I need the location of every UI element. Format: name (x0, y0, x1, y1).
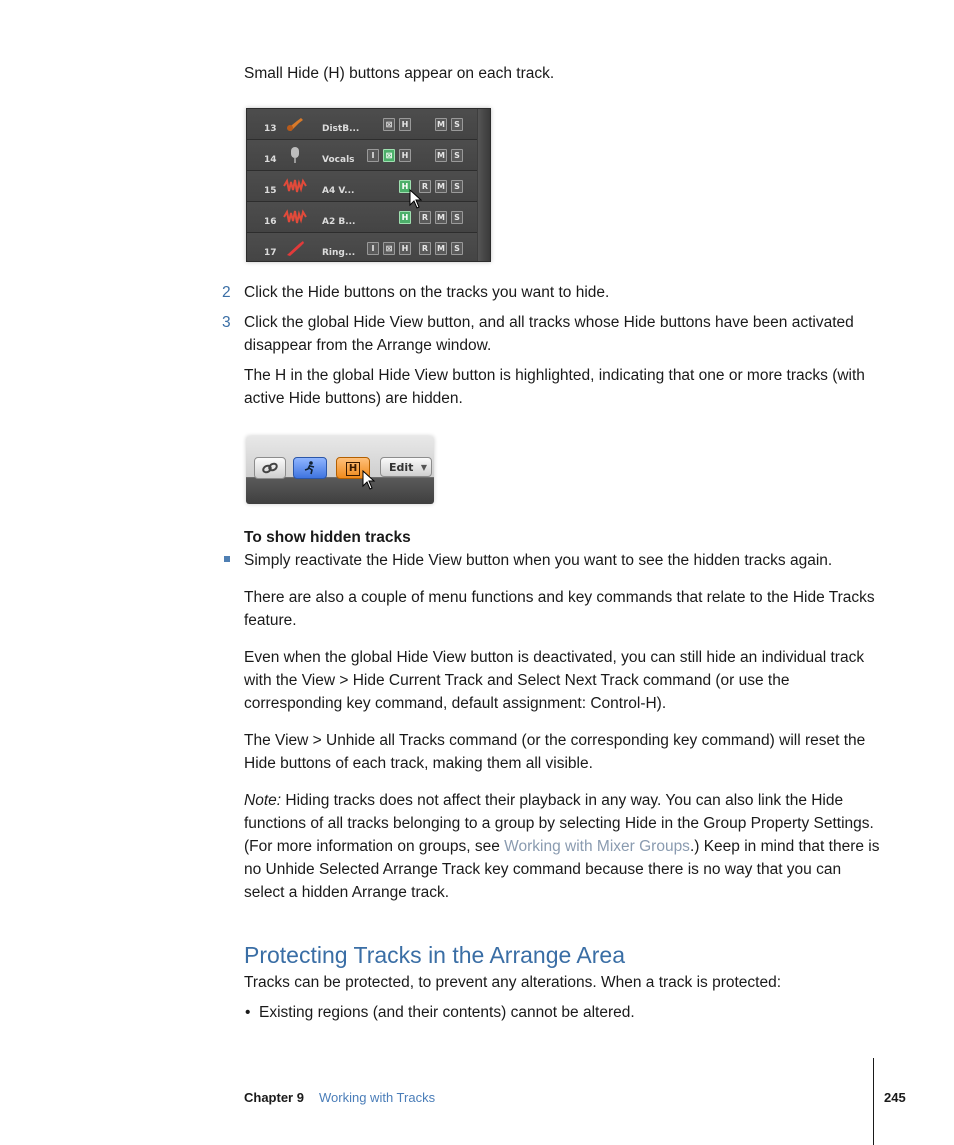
record-enable-button[interactable]: ⊠ (383, 149, 395, 162)
paragraph: There are also a couple of menu functions and key commands that relate to the Hide Tracks feature. (244, 589, 875, 629)
running-man-icon (303, 461, 317, 475)
track-number: 16 (264, 217, 277, 227)
catch-button[interactable] (293, 457, 327, 479)
footer-divider (873, 1058, 874, 1145)
waveform-icon (283, 177, 307, 195)
track-number: 13 (264, 124, 277, 134)
step-text: Click the global Hide View button, and all tracks whose Hide buttons have been activated disappear from the Arrange window. (244, 314, 854, 354)
track-row (247, 140, 477, 171)
track-name: DistB... (322, 124, 360, 134)
chevron-down-icon: ▼ (420, 463, 427, 472)
note-text: Hiding tracks does not affect their playback in any way. You can also link the Hide functions of all tracks belonging to a group by selecting Hide in the Group Property Settings. (For more information on groups, see (244, 792, 874, 855)
step-text: Click the Hide buttons on the tracks you want to hide. (244, 284, 610, 301)
task-heading: To show hidden tracks (244, 529, 411, 546)
mouse-pointer-icon (409, 189, 423, 209)
mute-button[interactable]: M (435, 242, 447, 255)
note-text: .) Keep in mind that there is no Unhide Selected Arrange Track key command because there is no way that you can select a hidden Arrange track. (244, 838, 880, 901)
square-bullet-icon (224, 556, 230, 562)
hide-button[interactable]: H (399, 242, 411, 255)
note-label: Note: (244, 792, 282, 809)
bullet-dot: • (245, 1004, 251, 1021)
intro-text: Small Hide (H) buttons appear on each track. (244, 65, 555, 82)
bullet-text: Simply reactivate the Hide View button when you want to see the hidden tracks again. (244, 552, 833, 569)
input-button[interactable]: I (367, 149, 379, 162)
hide-button[interactable]: H (399, 149, 411, 162)
track-name: Vocals (322, 155, 355, 165)
hide-button-active[interactable]: H (399, 180, 411, 193)
edit-menu-label: Edit (389, 461, 414, 474)
solo-button[interactable]: S (451, 211, 463, 224)
waveform-icon (283, 208, 307, 226)
track-name: A4 V... (322, 186, 355, 196)
link-icon (261, 461, 279, 475)
input-button[interactable]: I (367, 242, 379, 255)
hide-view-label: H (346, 462, 360, 476)
section-bullet-text: Existing regions (and their contents) cannot be altered. (259, 1004, 635, 1021)
record-button[interactable]: R (419, 211, 431, 224)
toolbar-figure (246, 436, 434, 504)
mouse-pointer-icon (362, 470, 376, 490)
track-row (247, 202, 477, 233)
step-number: 3 (222, 314, 231, 331)
footer-chapter-title[interactable]: Working with Tracks (319, 1090, 436, 1105)
mute-button[interactable]: M (435, 118, 447, 131)
record-button[interactable]: R (419, 242, 431, 255)
step-number: 2 (222, 284, 231, 301)
track-row (247, 233, 477, 262)
mixer-groups-link[interactable]: Working with Mixer Groups (504, 838, 690, 855)
guitar-icon (283, 239, 307, 257)
page-number: 245 (884, 1090, 906, 1105)
track-list-figure (246, 108, 491, 262)
paragraph: Even when the global Hide View button is deactivated, you can still hide an individual track with the View > Hide Current Track and Select Next Track command (or use the corresponding key command, default assignment: Control-H). (244, 649, 865, 712)
footer-chapter: Chapter 9 (244, 1090, 304, 1105)
solo-button[interactable]: S (451, 118, 463, 131)
track-row (247, 171, 477, 202)
mute-button[interactable]: M (435, 180, 447, 193)
solo-button[interactable]: S (451, 180, 463, 193)
record-button[interactable]: R (419, 180, 431, 193)
microphone-icon (283, 146, 307, 164)
track-number: 15 (264, 186, 277, 196)
link-button[interactable] (254, 457, 286, 479)
paragraph: The H in the global Hide View button is highlighted, indicating that one or more tracks (with active Hide buttons) are hidden. (244, 367, 865, 407)
hide-button[interactable]: H (399, 118, 411, 131)
note-paragraph (244, 789, 884, 904)
guitar-icon (283, 115, 307, 133)
track-number: 14 (264, 155, 277, 165)
track-number: 17 (264, 248, 277, 258)
section-intro: Tracks can be protected, to prevent any alterations. When a track is protected: (244, 974, 782, 991)
track-name: A2 B... (322, 217, 356, 227)
mute-button[interactable]: M (435, 149, 447, 162)
track-scrollbar[interactable] (478, 109, 490, 261)
paragraph: The View > Unhide all Tracks command (or the corresponding key command) will reset the Hide buttons of each track, making them all visible. (244, 732, 866, 772)
track-row (247, 109, 477, 140)
input-monitor-button[interactable]: ⊠ (383, 118, 395, 131)
solo-button[interactable]: S (451, 242, 463, 255)
section-heading: Protecting Tracks in the Arrange Area (244, 942, 625, 968)
hide-button-active[interactable]: H (399, 211, 411, 224)
mute-button[interactable]: M (435, 211, 447, 224)
track-name: Ring... (322, 248, 356, 258)
edit-menu-button[interactable] (380, 457, 432, 477)
solo-button[interactable]: S (451, 149, 463, 162)
input-monitor-button[interactable]: ⊠ (383, 242, 395, 255)
